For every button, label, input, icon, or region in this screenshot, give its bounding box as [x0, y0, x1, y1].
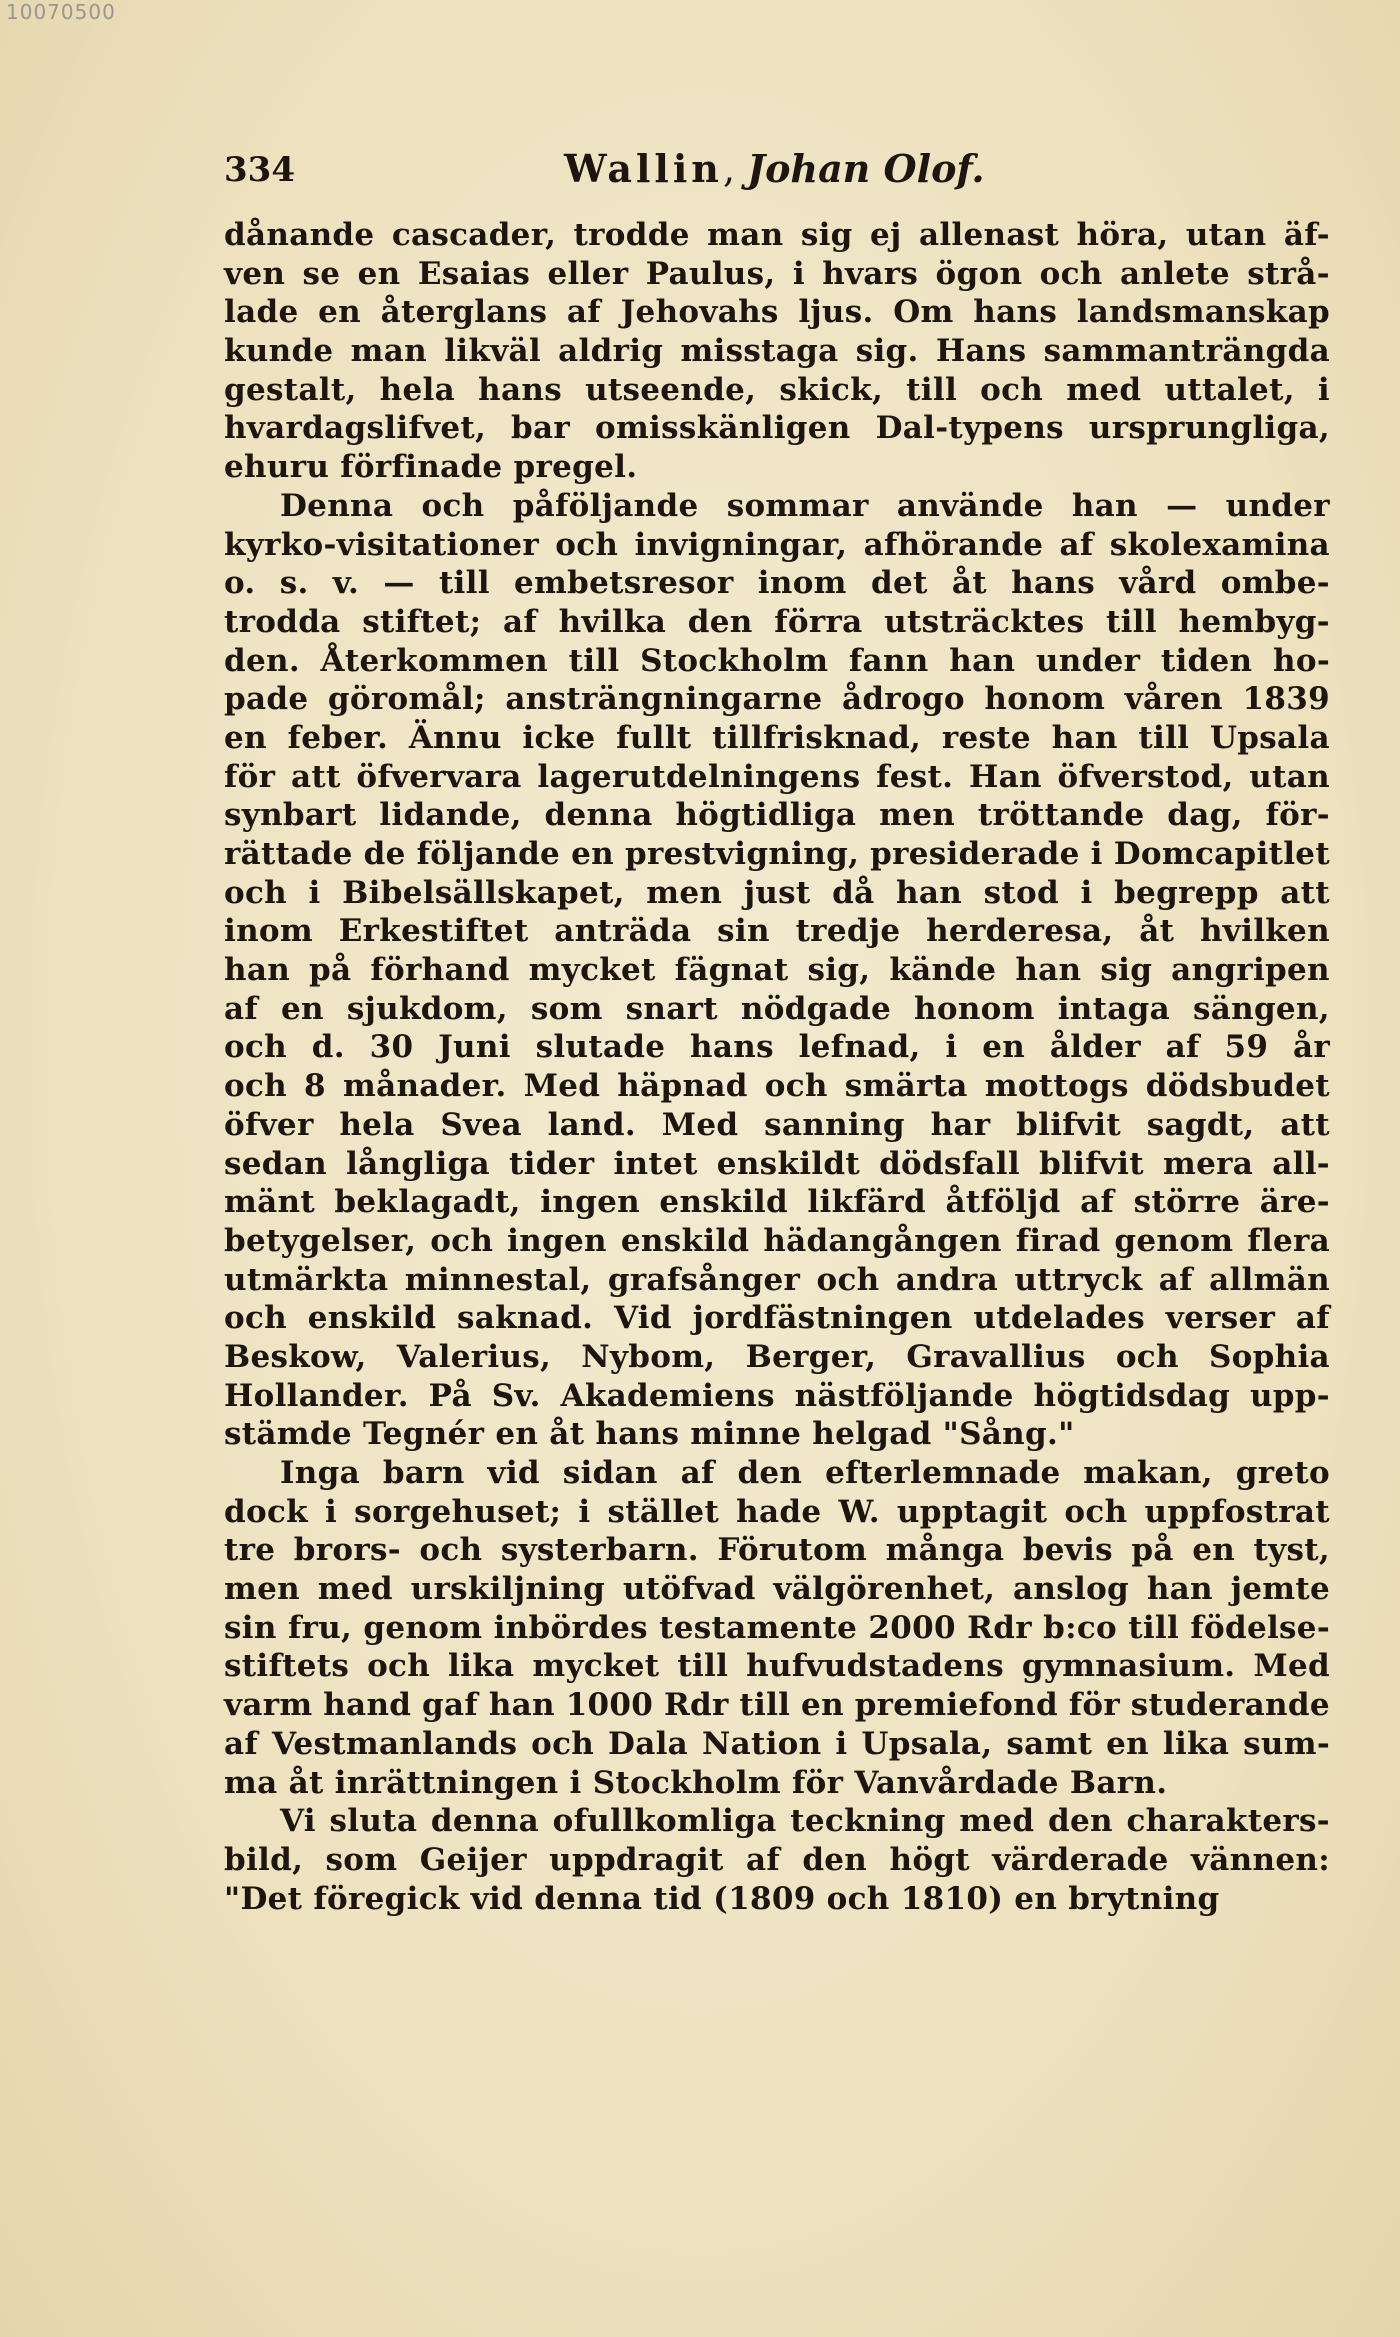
page-number: 334 — [224, 150, 295, 190]
text-line: synbart lidande, denna högtidliga men tröttande dag, för- — [224, 797, 1330, 834]
text-line: bild, som Geijer uppdragit af den högt värderade vännen: — [224, 1841, 1330, 1878]
text-line: stiftets och lika mycket till hufvudstadens gymnasium. Med — [224, 1648, 1330, 1685]
text-line: af Vestmanlands och Dala Nation i Upsala, samt en lika sum- — [224, 1725, 1330, 1762]
text-line: tre brors- och systerbarn. Förutom många bevis på en tyst, — [224, 1532, 1330, 1569]
text-line: Beskow, Valerius, Nybom, Berger, Gravallius och Sophia — [224, 1338, 1330, 1375]
text-line: af en sjukdom, som snart nödgade honom intaga sängen, — [224, 990, 1330, 1027]
text-line: ma åt inrättningen i Stockholm för Vanvårdade Barn. — [224, 1764, 1168, 1801]
paragraph — [224, 487, 1330, 1454]
text-line: o. s. v. — till embetsresor inom det åt hans vård ombe- — [224, 565, 1330, 602]
page-header — [224, 140, 1330, 200]
text-line: betygelser, och ingen enskild hädangången firad genom flera — [224, 1222, 1330, 1259]
text-line: och enskild saknad. Vid jordfästningen utdelades verser af — [224, 1300, 1330, 1337]
text-line: kunde man likväl aldrig misstaga sig. Hans sammanträngda — [224, 333, 1330, 370]
text-line: hvardagslifvet, bar omisskänligen Dal-typens ursprungliga, — [224, 410, 1330, 447]
paragraph — [224, 1802, 1330, 1918]
text-line: dock i sorgehuset; i stället hade W. upptagit och uppfostrat — [224, 1493, 1330, 1530]
text-line: en feber. Ännu icke fullt tillfrisknad, reste han till Upsala — [224, 719, 1330, 756]
text-line: Denna och påföljande sommar använde han — under — [280, 487, 1330, 524]
text-line: ven se en Esaias eller Paulus, i hvars ögon och anlete strå- — [224, 255, 1330, 292]
book-page — [224, 140, 1330, 1918]
text-line: stämde Tegnér en åt hans minne helgad "Sång." — [224, 1416, 1075, 1453]
text-line: och 8 månader. Med häpnad och smärta mottogs dödsbudet — [224, 1068, 1330, 1105]
text-line: rättade de följande en prestvigning, presiderade i Domcapitlet — [224, 836, 1330, 872]
text-line: inom Erkestiftet anträda sin tredje herderesa, åt hvilken — [224, 913, 1330, 950]
text-line: kyrko-visitationer och invigningar, afhörande af skolexamina — [224, 526, 1330, 563]
text-line: dånande cascader, trodde man sig ej allenast höra, utan äf- — [224, 217, 1330, 253]
paragraph — [224, 1454, 1330, 1802]
text-line: för att öfvervara lagerutdelningens fest. Han öfverstod, utan — [224, 758, 1330, 795]
text-line: Hollander. På Sv. Akademiens nästföljande högtidsdag upp- — [224, 1377, 1330, 1414]
text-line: ehuru förfinade pregel. — [224, 449, 638, 486]
text-line: den. Återkommen till Stockholm fann han under tiden ho- — [224, 642, 1330, 679]
scan-id-label: 10070500 — [6, 0, 116, 24]
text-line: men med urskiljning utöfvad välgörenhet, anslog han jemte — [224, 1571, 1330, 1608]
running-head-given-names: Johan Olof. — [747, 146, 985, 191]
body-text — [224, 216, 1330, 1918]
text-line: gestalt, hela hans utseende, skick, till och med uttalet, i — [224, 371, 1330, 408]
text-line: pade göromål; ansträngningarne ådrogo honom våren 1839 — [224, 681, 1330, 718]
text-line: sin fru, genom inbördes testamente 2000 Rdr b:co till födelse- — [224, 1609, 1330, 1646]
paragraph — [224, 216, 1330, 487]
text-line: lade en återglans af Jehovahs ljus. Om hans landsmanskap — [224, 294, 1330, 331]
text-line: öfver hela Svea land. Med sanning har blifvit sagdt, att — [224, 1106, 1330, 1143]
text-line: han på förhand mycket fägnat sig, kände han sig angripen — [224, 952, 1330, 989]
text-line: Inga barn vid sidan af den efterlemnade makan, greto — [280, 1455, 1330, 1491]
running-head-surname: Wallin — [564, 146, 723, 191]
text-line: varm hand gaf han 1000 Rdr till en premiefond för studerande — [224, 1687, 1330, 1724]
text-line: och d. 30 Juni slutade hans lefnad, i en ålder af 59 år — [224, 1029, 1330, 1066]
text-line: trodda stiftet; af hvilka den förra utsträcktes till hembyg- — [224, 603, 1330, 640]
text-line: sedan långliga tider intet enskildt dödsfall blifvit mera all- — [224, 1145, 1330, 1182]
text-line: Vi sluta denna ofullkomliga teckning med den charakters- — [280, 1803, 1330, 1840]
text-line: utmärkta minnestal, grafsånger och andra uttryck af allmän — [224, 1261, 1330, 1298]
text-line: och i Bibelsällskapet, men just då han stod i begrepp att — [224, 874, 1330, 911]
text-line: "Det föregick vid denna tid (1809 och 1810) en brytning — [224, 1880, 1220, 1917]
running-head: Wallin, Johan Olof. — [564, 146, 985, 191]
text-line: mänt beklagadt, ingen enskild likfärd åtföljd af större äre- — [224, 1184, 1330, 1221]
